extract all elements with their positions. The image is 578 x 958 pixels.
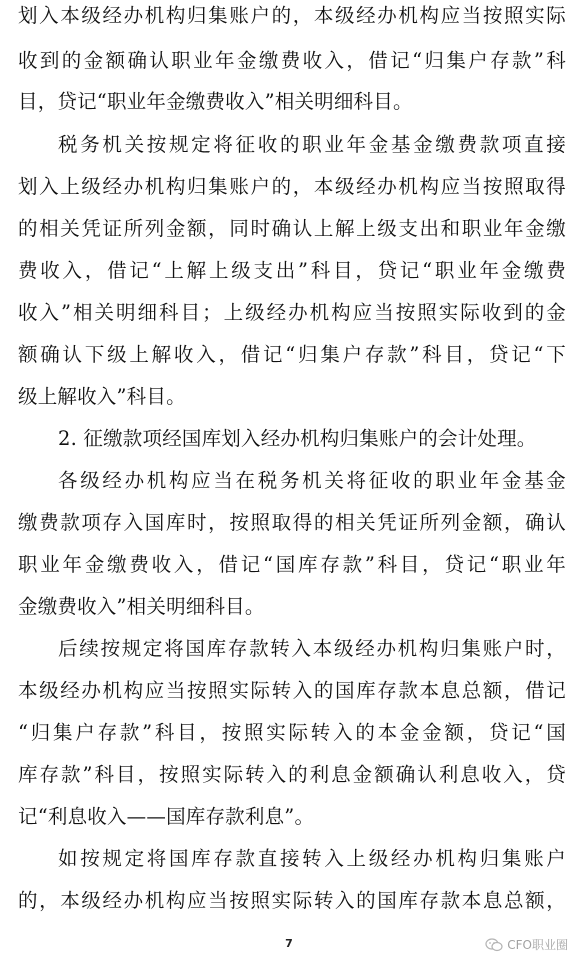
text-line: 收到的金额确认职业年金缴费收入，借记“归集户存款”科 xyxy=(18,49,566,72)
text-line: 缴费款项存入国库时，按照取得的相关凭证所列金额，确认 xyxy=(18,511,566,534)
text-line: 额确认下级上解收入，借记“归集户存款”科目，贷记“下 xyxy=(18,343,566,366)
text-line: 税务机关按规定将征收的职业年金基金缴费款项直接 xyxy=(58,133,566,156)
text-line: 收入”相关明细科目；上级经办机构应当按照实际收到的金 xyxy=(18,301,566,324)
watermark-text: CFO职业圈 xyxy=(507,938,568,952)
chat-bubbles-icon xyxy=(485,938,503,952)
text-line: 划入上级经办机构归集账户的，本级经办机构应当按照取得 xyxy=(18,175,566,198)
text-line: 后续按规定将国库存款转入本级经办机构归集账户时， xyxy=(58,637,566,660)
text-line: 划入本级经办机构归集账户的，本级经办机构应当按照实际 xyxy=(18,4,566,27)
section-heading: 2. 征缴款项经国库划入经办机构归集账户的会计处理。 xyxy=(58,427,537,450)
text-line: 目，贷记“职业年金缴费收入”相关明细科目。 xyxy=(18,90,413,113)
page-number: 7 xyxy=(285,937,293,950)
text-line: 本级经办机构应当按照实际转入的国库存款本息总额，借记 xyxy=(18,679,566,702)
text-line: 库存款”科目，按照实际转入的利息金额确认利息收入，贷 xyxy=(18,763,566,786)
text-line: 的相关凭证所列金额，同时确认上解上级支出和职业年金缴 xyxy=(18,217,566,240)
text-line: 记“利息收入——国库存款利息”。 xyxy=(18,805,315,828)
watermark xyxy=(485,936,568,953)
text-line: 各级经办机构应当在税务机关将征收的职业年金基金 xyxy=(58,469,566,492)
text-line: 级上解收入”科目。 xyxy=(18,385,186,408)
text-line: 的，本级经办机构应当按照实际转入的国库存款本息总额， xyxy=(18,889,566,912)
text-line: 如按规定将国库存款直接转入上级经办机构归集账户 xyxy=(58,847,566,870)
text-line: “归集户存款”科目，按照实际转入的本金金额，贷记“国 xyxy=(18,721,566,744)
text-line: 职业年金缴费收入，借记“国库存款”科目，贷记“职业年 xyxy=(18,553,566,576)
text-line: 金缴费收入”相关明细科目。 xyxy=(18,595,265,618)
text-line: 费收入，借记“上解上级支出”科目，贷记“职业年金缴费 xyxy=(18,259,566,282)
